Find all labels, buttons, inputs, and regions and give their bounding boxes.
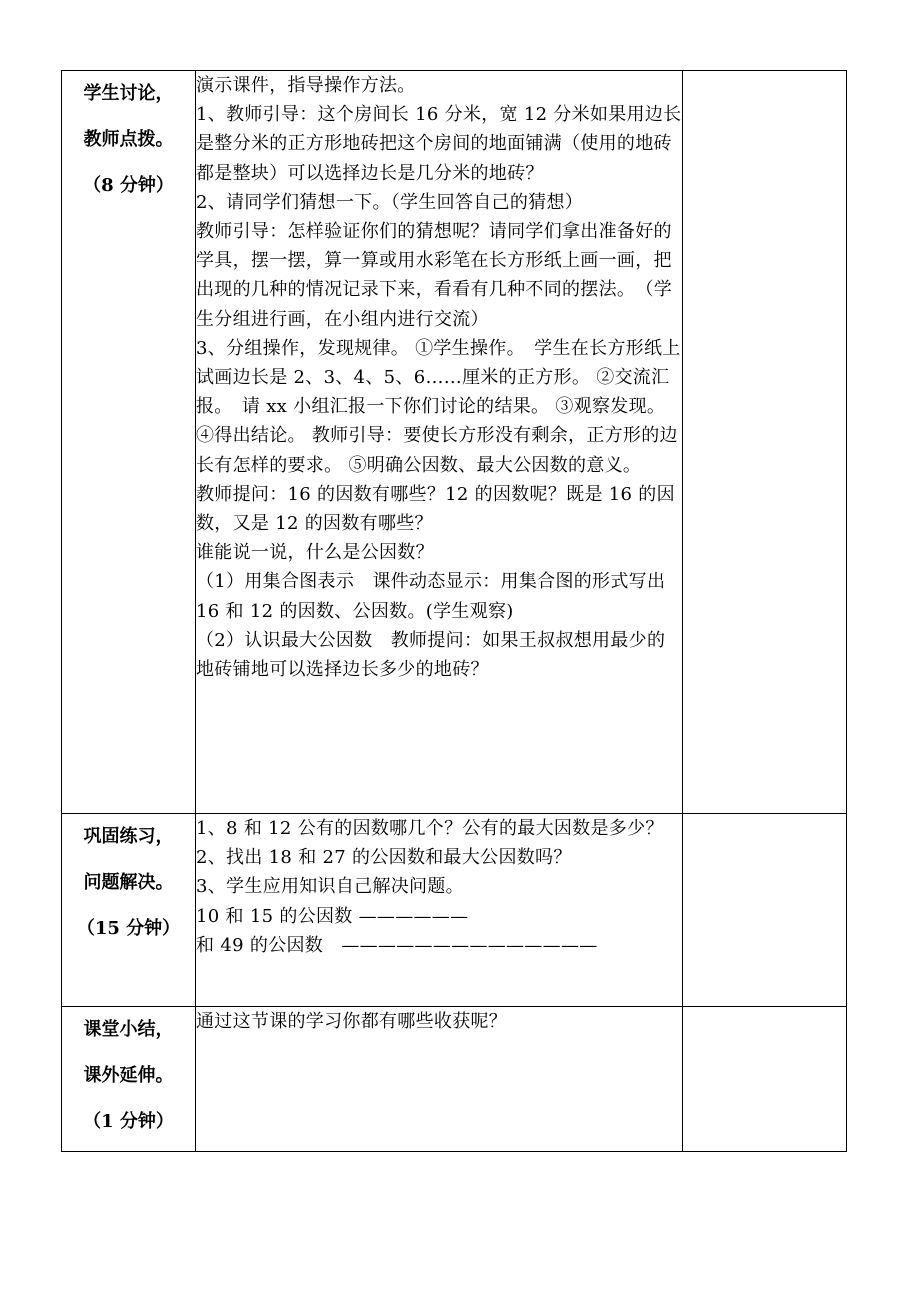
content-paragraph: 3、分组操作，发现规律。 ①学生操作。 学生在长方形纸上试画边长是 2、3、4、5、6……厘米的正方形。 ②交流汇报。 请 xx 小组汇报一下你们讨论的结果。 ③观察发现。 ④得出结论。 教师引导：要使长方形没有剩余，正方形的边长有怎样的要求。 ⑤明确公因数、最大公因数的意义。 [196, 337, 693, 476]
content-paragraph: （2）认识最大公因数 教师提问：如果王叔叔想用最少的地砖铺地可以选择边长多少的地砖？ [196, 629, 666, 681]
content-paragraph: 教师引导：怎样验证你们的猜想呢？请同学们拿出准备好的学具，摆一摆，算一算或用水彩笔在长方形纸上画一画，把出现的几种的情况记录下来，看看有几种不同的摆法。 （学生分组进行画，在小组内进行交流） [196, 221, 673, 330]
lesson-plan-table [61, 70, 847, 1152]
content-paragraph: 2、找出 18 和 27 的公因数和最大公因数吗？ [196, 847, 572, 869]
stage-line: 巩固练习， [83, 826, 174, 847]
content-paragraph: 3、学生应用知识自己解决问题。 [196, 876, 464, 898]
content-paragraph: 1、8 和 12 公有的因数哪几个？公有的最大因数是多少？ [196, 818, 664, 839]
content-cell [196, 1007, 683, 1152]
table-row [62, 814, 847, 1007]
stage-line: 学生讨论， [83, 83, 174, 104]
content-paragraph: 1、教师引导：这个房间长 16 分米，宽 12 分米如果用边长是整分米的正方形地砖把这个房间的地面铺满（使用的地砖都是整块）可以选择边长是几分米的地砖？ [196, 104, 682, 184]
stage-cell [62, 71, 196, 814]
notes-cell [683, 814, 847, 1007]
stage-line: 教师点拨。 [83, 129, 174, 150]
table-row [62, 71, 847, 814]
stage-line: （8 分钟） [83, 175, 174, 196]
content-paragraph: 2、请同学们猜想一下。（学生回答自己的猜想） [196, 191, 584, 213]
stage-cell [62, 814, 196, 1007]
content-paragraph: 和 49 的公因数 —————————————— [196, 934, 598, 956]
stage-line: 课外延伸。 [83, 1065, 174, 1086]
stage-line: （1 分钟） [83, 1111, 174, 1132]
content-cell [196, 814, 683, 1007]
content-paragraph: 谁能说一说，什么是公因数？ [196, 542, 434, 564]
notes-cell [683, 1007, 847, 1152]
stage-line: 课堂小结， [83, 1019, 174, 1040]
table-row [62, 1007, 847, 1152]
content-paragraph: 10 和 15 的公因数 —————— [196, 905, 469, 927]
content-cell [196, 71, 693, 814]
notes-cell [683, 71, 847, 814]
content-paragraph: 演示课件，指导操作方法。 [196, 75, 416, 96]
stage-line: 问题解决。 [83, 872, 174, 893]
content-paragraph: （1）用集合图表示 课件动态显示：用集合图的形式写出 16 和 12 的因数、公因数。(学生观察) [196, 571, 666, 622]
content-paragraph: 通过这节课的学习你都有哪些收获呢？ [196, 1011, 508, 1032]
content-paragraph: 教师提问：16 的因数有哪些？12 的因数呢？既是 16 的因数，又是 12 的因数有哪些？ [196, 483, 675, 535]
stage-cell [62, 1007, 196, 1152]
stage-line: （15 分钟） [76, 918, 181, 939]
